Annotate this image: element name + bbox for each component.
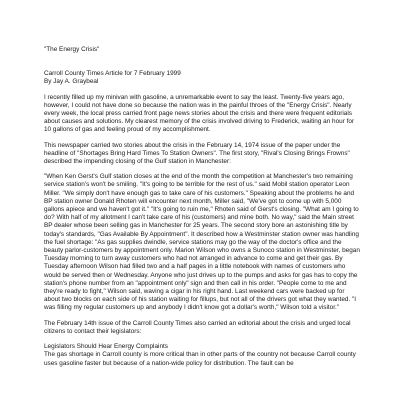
paragraph-editorial-intro: The February 14th issue of the Carroll County Times also carried an editorial about the crisis and urged local citizens to contact their legislators: bbox=[44, 319, 351, 335]
byline-author: By Jay A. Graybeal bbox=[44, 78, 99, 86]
article-body bbox=[44, 46, 362, 375]
editorial-subhead: Legislators Should Hear Energy Complaints bbox=[44, 343, 168, 351]
paragraph-editorial-body: The gas shortage in Carroll county is more critical than in other parts of the country not because Carroll county uses gasoline faster but because of a nation-wide policy for distribution. The fault can be bbox=[44, 351, 356, 367]
paragraph-quoted-stories: "When Ken Gerst's Gulf station closes at the end of the month the competition at Manchester's two remaining service station's won't be smiling. "It's going to be terrible for the rest of us." said Mobil station operator Leon Miller. "We simply don't have enough gas to take care of his customers." Speaking about the problems he and BP station owner Donald Rhoten will encounter next month, Miller said, "We've got to come up with 5,000 gallons apiece and we haven't got it." "It's going to ruin me," Rhoten said of Gerst's closing. "What am I going to do? With half of my allotment I can't take care of his (customers) and mine both. No way," said the Main street BP dealer whose been selling gas in Manchester for 25 years. The second story bore an astonishing title by today's standards, "Gas Available By Appointment". It described how a Westminster station owner was handling the fuel shortage: "As gas supplies dwindle, service stations may go the way of the doctor's office and the beauty parlor-customers by appointment only. Marion Wilson who owns a Sunoco station in Westminster, began Tuesday morning to turn away customers who had not arranged in advance to come and get their gas. By Tuesday afternoon Wilson had filled two and a half pages in a little notebook with names of customers who would be served then or Wednesday. Anyone who just drives up to the pumps and asks for gas has to copy the station's phone number from an "appointment only" sign and then call in his order. "People come to me and they're ready to fight," Wilson said, waving a cigar in his right hand. Last weekend cars were backed up for about two blocks on each side of his station waiting for fillups, but not all of the drivers got what they wanted. "I was filling my regular customers up and anybody I didn't know got a dollar's worth," Wilson told a visitor." bbox=[44, 173, 360, 312]
paragraph-intro: I recently filled up my minivan with gasoline, a unremarkable event to say the least. Twenty-five years ago, however, I could not have done so because the nation was in the painful throes of the "Energy Crisis". Nearly every week, the local press carried front page news stories about the crisis and there were frequent editorials about causes and solutions. My clearest memory of the crisis involved driving to Frederick, waiting an hour for 10 gallons of gas and feeling proud of my accomplishment. bbox=[44, 93, 355, 134]
article-title: "The Energy Crisis" bbox=[44, 46, 100, 53]
paragraph-headline-context: This newspaper carried two stories about the crisis in the February 14, 1974 issue of the paper under the headline of "Shortages Bring Hard Times To Station Owners". The first story, "Rival's Closing Brings Frowns" described the impending closing of the Gulf station in Manchester: bbox=[44, 141, 350, 166]
byline-publication: Carroll County Times Article for 7 February 1999 bbox=[44, 70, 181, 78]
article-byline bbox=[44, 70, 362, 86]
